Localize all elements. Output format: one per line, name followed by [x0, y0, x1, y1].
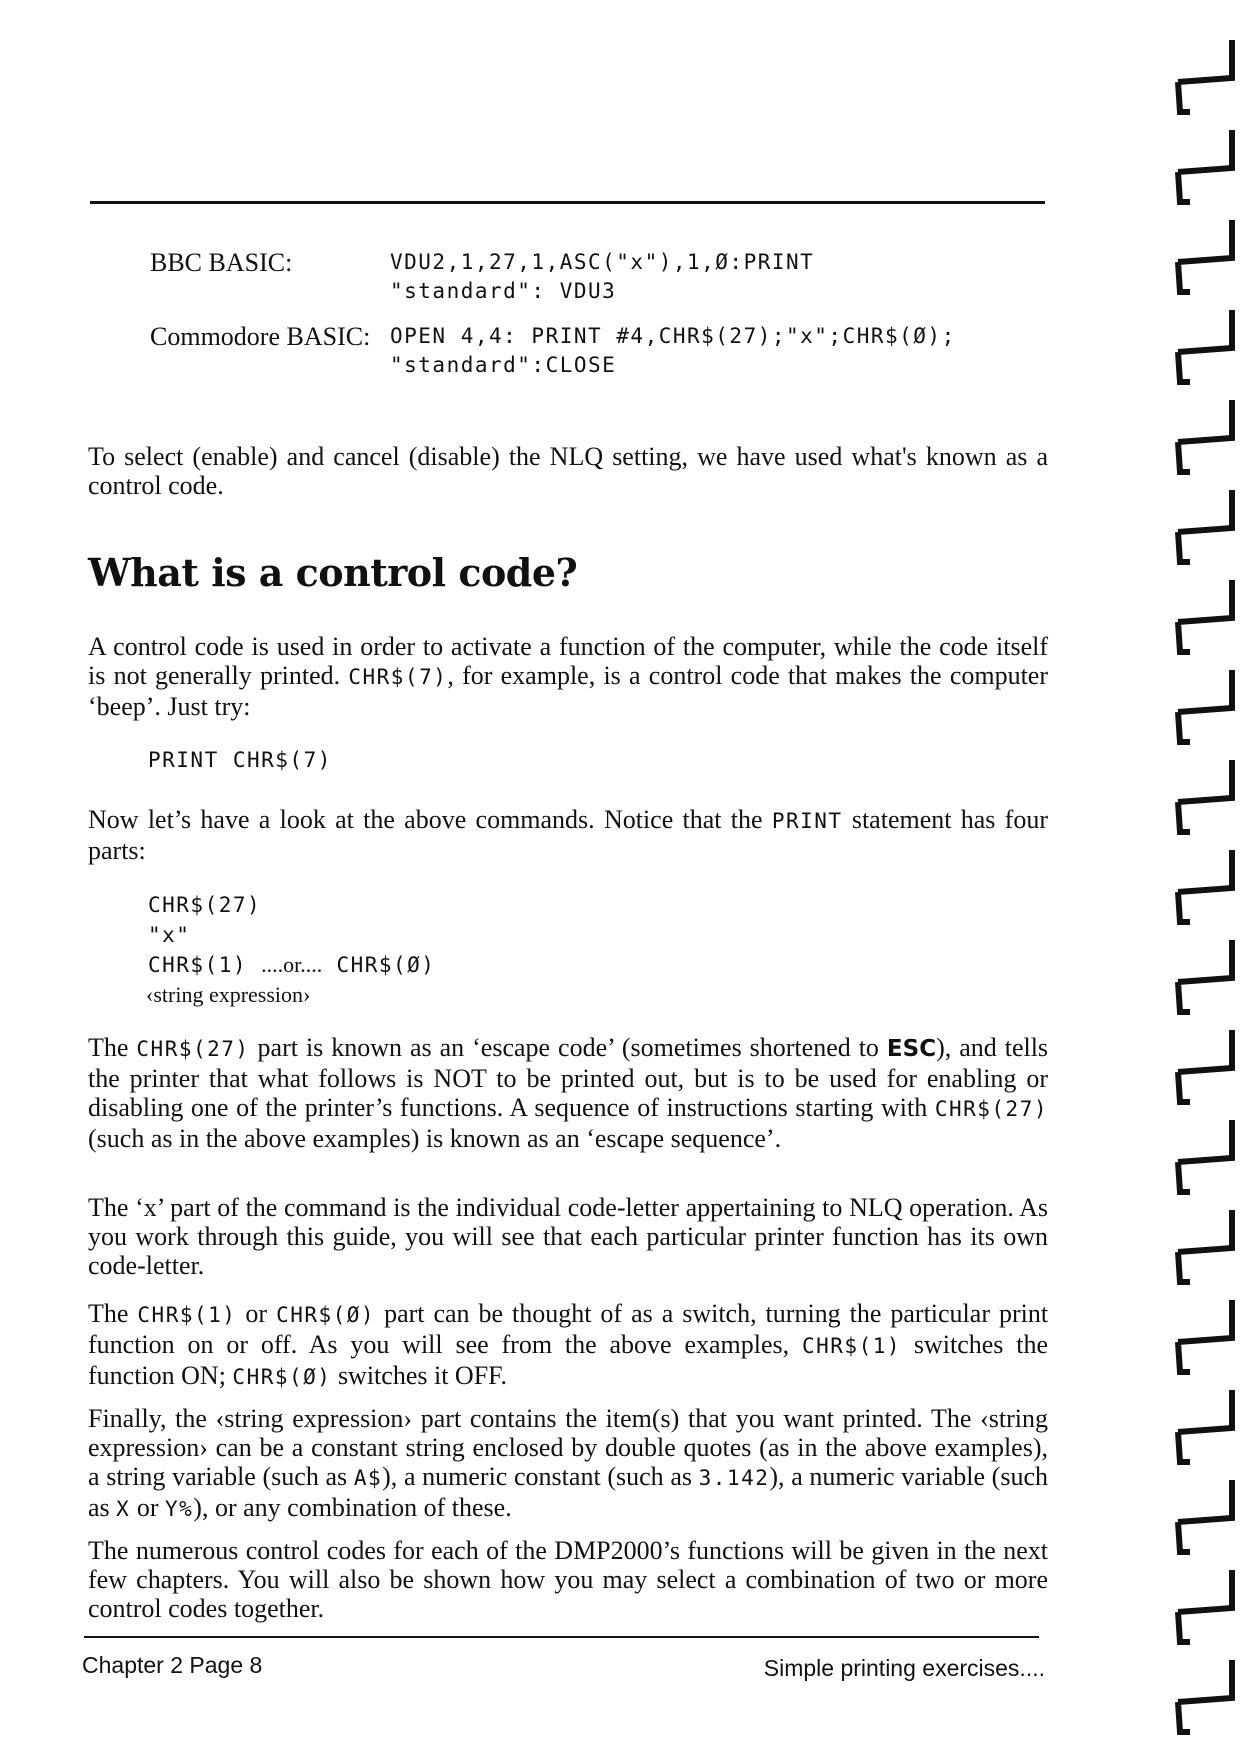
esc-abbreviation: ESC — [886, 1036, 937, 1062]
print-example: PRINT CHR$(7) — [148, 748, 332, 772]
binding-mark — [1178, 1660, 1232, 1732]
part-line: CHR$(1) ....or.... CHR$(Ø) — [148, 952, 436, 977]
binding-mark — [1178, 1210, 1232, 1282]
binding-mark — [1178, 670, 1232, 742]
inline-code: CHR$(7) — [348, 665, 448, 689]
binding-mark — [1178, 850, 1232, 922]
inline-code: Y% — [165, 1497, 194, 1521]
binding-mark — [1178, 940, 1232, 1012]
binding-mark — [1178, 130, 1232, 202]
paragraph-closing: The numerous control codes for each of the DMP2000’s functions will be given in the next few chapters. You will also be shown how you may select a combination of two or more control codes together. — [88, 1536, 1048, 1623]
inline-code: CHR$(Ø) — [276, 1303, 376, 1327]
inline-code: PRINT — [771, 809, 843, 833]
paragraph-escape-code: The CHR$(27) part is known as an ‘escape code’ (sometimes shortened to ESC), and tells the printer that what follows is NOT to be printed out, but is to be used for enabling or disabling one of the printer’s functions. A sequence of instructions starting with CHR$(27) (such as in the above examples) is known as an ‘escape sequence’. — [88, 1033, 1049, 1153]
paragraph-four-parts: Now let’s have a look at the above commands. Notice that the PRINT statement has four parts: — [88, 805, 1049, 865]
inline-code: CHR$(27) — [934, 1097, 1048, 1121]
intro-paragraph: To select (enable) and cancel (disable) the NLQ setting, we have used what's known as a control code. — [88, 442, 1048, 500]
binding-mark — [1178, 220, 1232, 292]
code-line: "standard":CLOSE — [390, 353, 617, 377]
paragraph-code-letter: The ‘x’ part of the command is the individual code-letter appertaining to NLQ operation. As you work through this guide, you will see that each particular printer function has its own code-letter. — [88, 1193, 1048, 1280]
binding-mark — [1178, 1480, 1232, 1552]
paragraph-string-expression: Finally, the ‹string expression› part contains the item(s) that you want printed. The ‹string expression› can be a constant string enclosed by double quotes (as in the above examples), a string variable (such as A$), a numeric constant (such as 3.142), a numeric variable (such as X or Y%), or any combination of these. — [88, 1404, 1048, 1522]
code-line: VDU2,1,27,1,ASC("x"),1,Ø:PRINT — [390, 250, 815, 274]
part-line: "x" — [148, 923, 191, 947]
code-example-label: BBC BASIC: — [150, 248, 293, 277]
binding-mark — [1178, 1570, 1232, 1642]
binding-mark — [1178, 400, 1232, 472]
binding-mark — [1178, 1300, 1232, 1372]
comb-binding-edge — [1170, 0, 1240, 1755]
code-example-label: Commodore BASIC: — [150, 322, 371, 351]
inline-code: 3.142 — [698, 1466, 770, 1490]
code-line: "standard": VDU3 — [390, 279, 617, 303]
binding-mark — [1178, 310, 1232, 382]
binding-mark — [1178, 1390, 1232, 1462]
binding-mark — [1178, 580, 1232, 652]
top-rule — [90, 201, 1045, 204]
inline-code: CHR$(Ø) — [232, 1365, 332, 1389]
binding-mark — [1178, 490, 1232, 562]
code-examples — [150, 248, 956, 396]
code-example-bbc — [150, 248, 956, 306]
inline-code: CHR$(1) — [802, 1334, 902, 1358]
inline-code: CHR$(27) — [136, 1037, 250, 1061]
paragraph-control-code: A control code is used in order to activate a function of the computer, while the code itself is not generally printed. CHR$(7), for example, is a control code that makes the computer ‘beep’. Just try: — [88, 632, 1049, 721]
inline-code: A$ — [353, 1466, 383, 1490]
footer-running-title: Simple printing exercises.... — [763, 1655, 1045, 1681]
binding-mark — [1178, 760, 1232, 832]
footer-page-number: Chapter 2 Page 8 — [82, 1652, 263, 1678]
part-line: ‹string expression› — [146, 982, 311, 1007]
inline-code: CHR$(1) — [137, 1303, 237, 1327]
part-line: CHR$(27) — [148, 893, 262, 917]
binding-mark — [1178, 40, 1232, 112]
section-heading: What is a control code? — [88, 550, 578, 595]
command-parts-list — [148, 890, 435, 1010]
binding-mark — [1178, 1030, 1232, 1102]
binding-mark — [1178, 1120, 1232, 1192]
code-example-commodore — [150, 322, 956, 380]
inline-code: X — [116, 1497, 131, 1521]
code-line: OPEN 4,4: PRINT #4,CHR$(27);"x";CHR$(Ø); — [390, 324, 956, 348]
paragraph-switch: The CHR$(1) or CHR$(Ø) part can be thought of as a switch, turning the particular print function on or off. As you will see from the above examples, CHR$(1) switches the function ON; CHR$(Ø) switches it OFF. — [88, 1299, 1049, 1390]
bottom-rule — [84, 1636, 1039, 1638]
